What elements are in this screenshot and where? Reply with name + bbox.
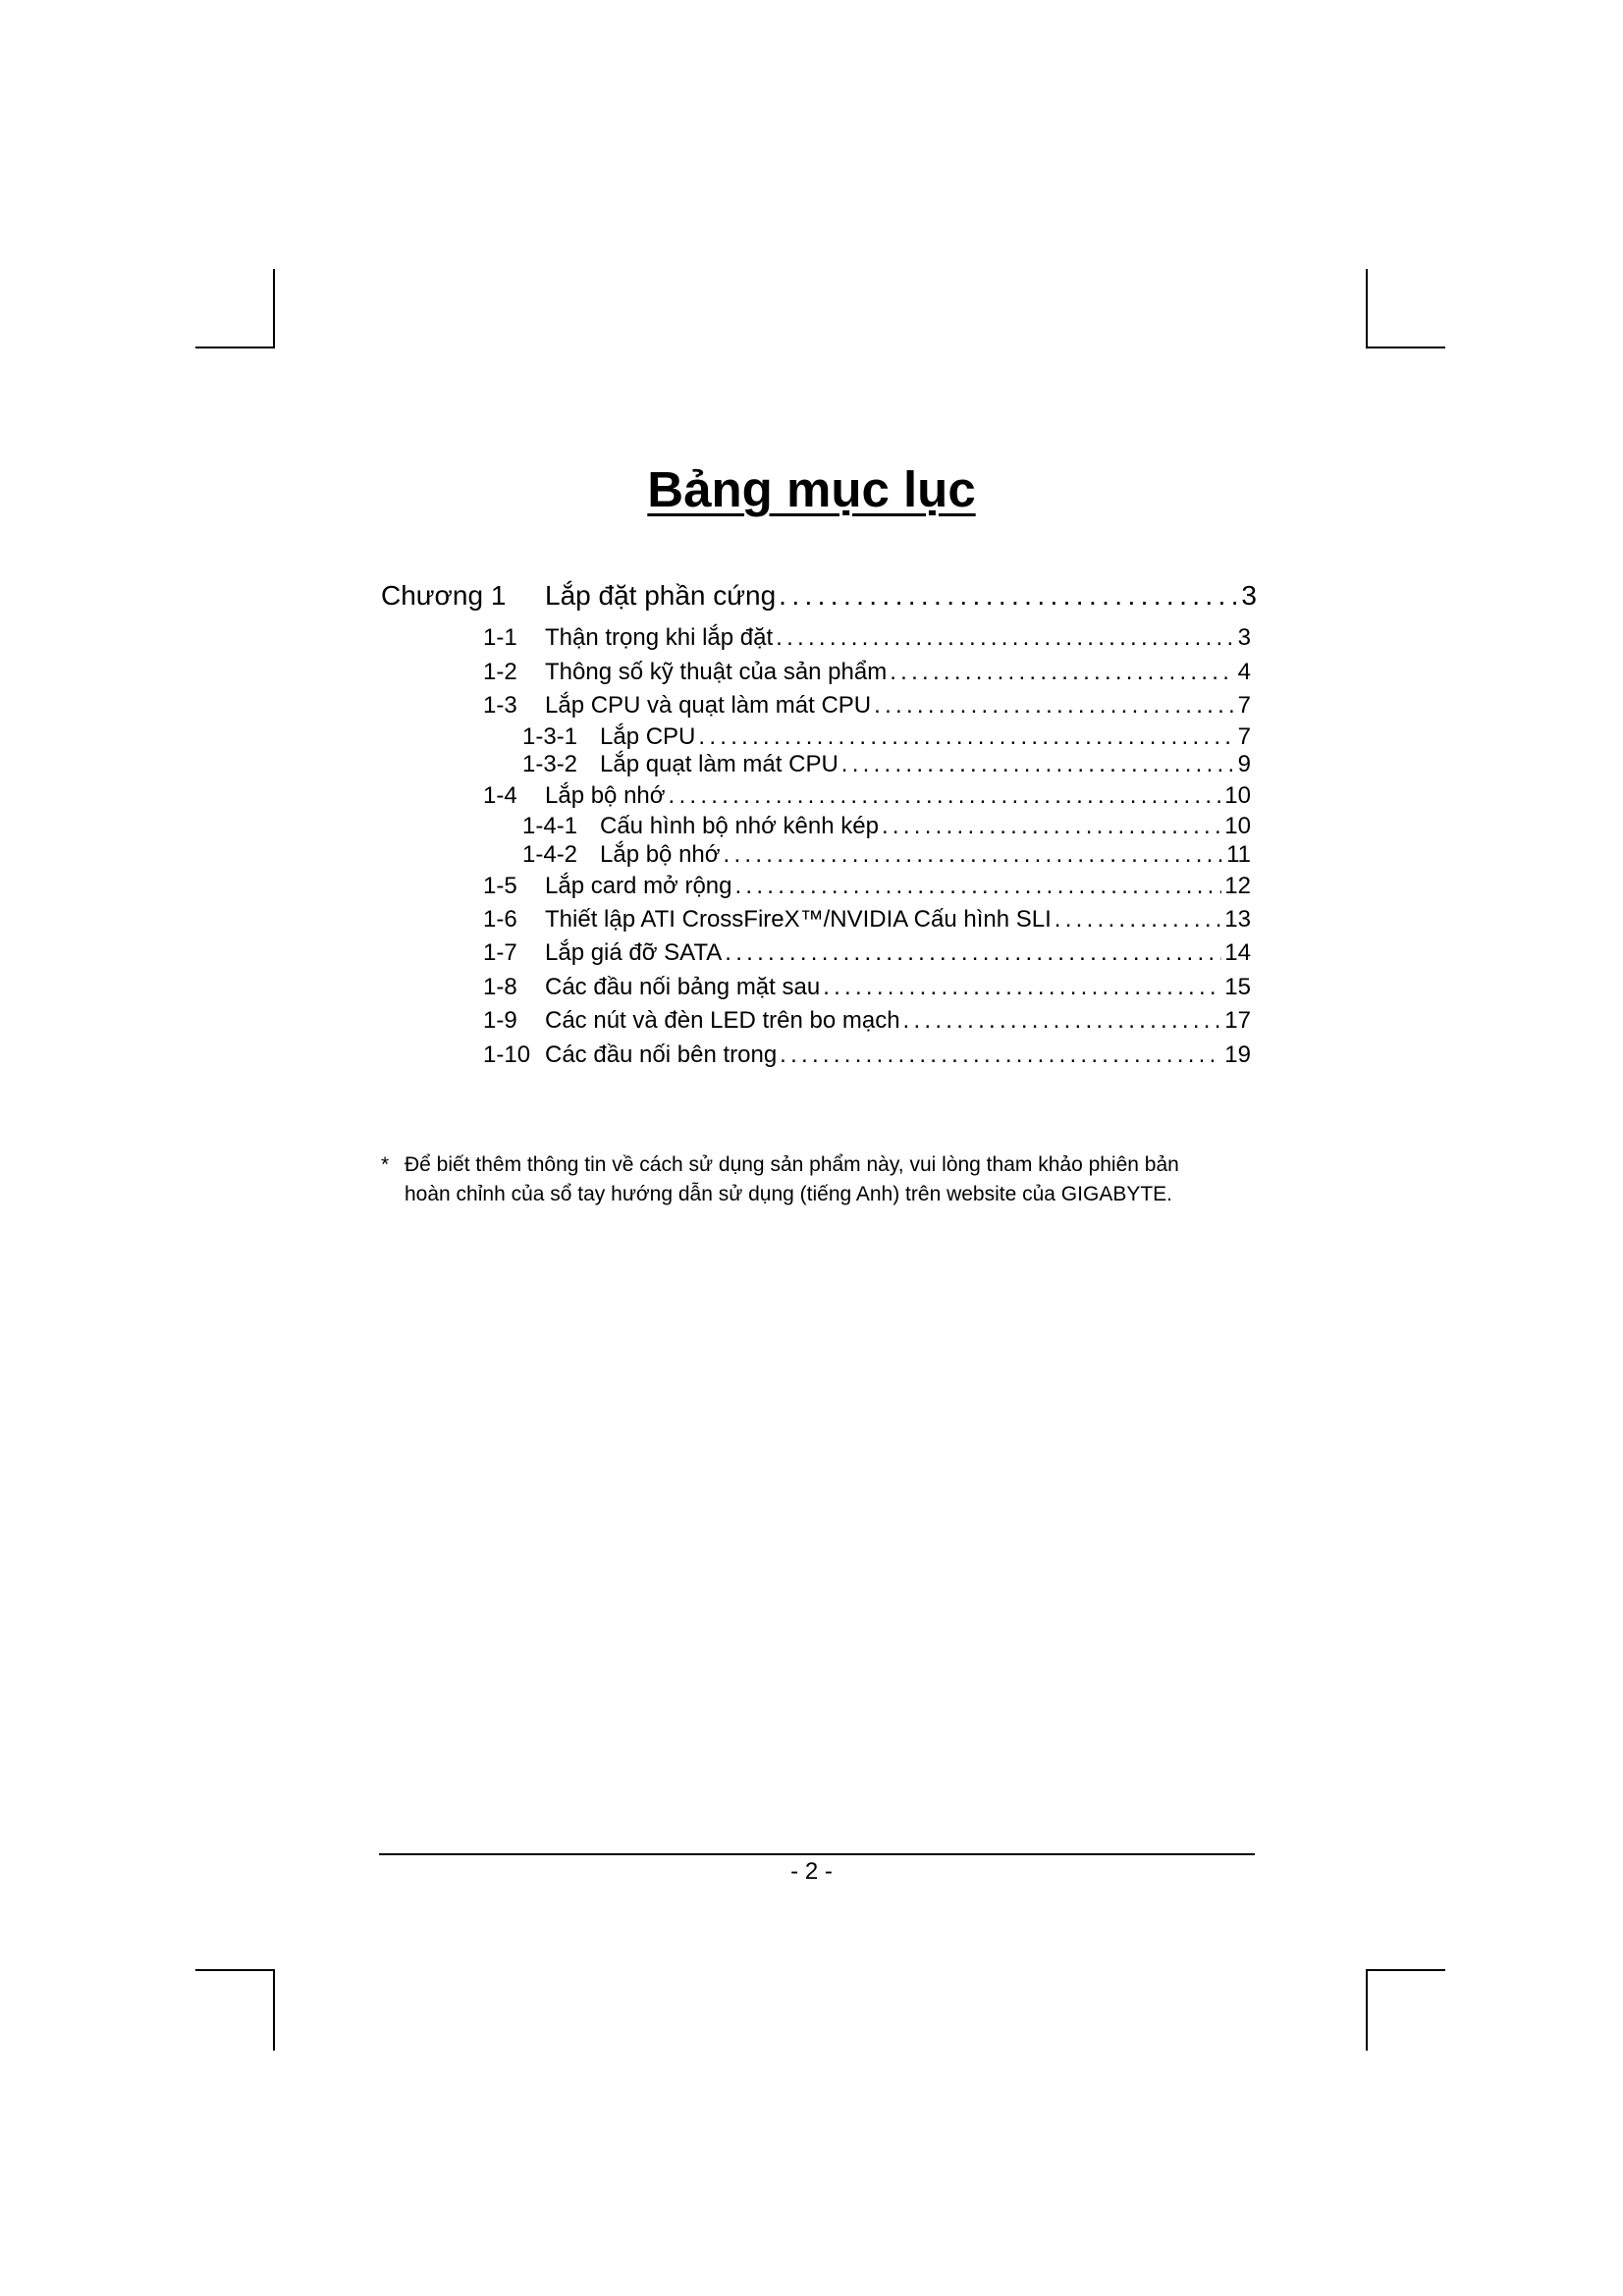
toc-entry-1-3[interactable]: [483, 692, 1251, 721]
toc-entry-page: 11: [1226, 841, 1251, 868]
toc-entry-page: 14: [1224, 939, 1251, 966]
toc-dot-leader: [903, 1007, 1222, 1036]
toc-entry-label: Các đầu nối bên trong: [545, 1041, 778, 1068]
toc-dot-leader: [823, 974, 1221, 1002]
toc-entry-number: 1-1: [483, 624, 517, 651]
toc-dot-leader: [841, 751, 1235, 779]
toc-entry-label: Cấu hình bộ nhớ kênh kép: [600, 813, 879, 839]
crop-mark-bottom-right-horizontal: [1366, 1969, 1445, 1971]
toc-entry-label: Thông số kỹ thuật của sản phẩm: [545, 659, 888, 685]
crop-mark-bottom-left-horizontal: [195, 1969, 275, 1971]
toc-entry-page: 19: [1224, 1041, 1251, 1068]
toc-entry-number: 1-2: [483, 659, 517, 685]
toc-entry-1-7[interactable]: [483, 939, 1251, 968]
toc-entry-number: 1-4-2: [522, 841, 578, 868]
toc-entry-number: 1-3-1: [522, 723, 578, 750]
toc-entry-label: Lắp giá đỡ SATA: [545, 939, 723, 966]
toc-entry-page: 17: [1224, 1007, 1251, 1034]
toc-entry-chapter-1[interactable]: [381, 579, 1257, 613]
toc-entry-1-2[interactable]: [483, 659, 1251, 687]
toc-entry-1-4[interactable]: [483, 782, 1251, 811]
toc-dot-leader: [724, 841, 1224, 870]
crop-mark-top-right-vertical: [1366, 269, 1368, 347]
toc-entry-page: 10: [1224, 813, 1251, 839]
toc-entry-label: Lắp quạt làm mát CPU: [600, 751, 839, 777]
toc-entry-page: 7: [1237, 692, 1251, 719]
footnote-line-2: hoàn chỉnh của sổ tay hướng dẫn sử dụng (tiếng Anh) trên website của GIGABYTE.: [405, 1183, 1173, 1205]
toc-entry-label: Thiết lập ATI CrossFireX™/NVIDIA Cấu hình SLI: [545, 906, 1052, 933]
crop-mark-top-right-horizontal: [1366, 347, 1445, 348]
toc-entry-page: 10: [1224, 782, 1251, 809]
toc-entry-1-4-1[interactable]: [522, 813, 1251, 841]
toc-entry-label: Lắp CPU: [600, 723, 696, 750]
toc-dot-leader: [780, 1041, 1221, 1070]
toc-entry-number: 1-6: [483, 906, 517, 933]
toc-entry-label: Thận trọng khi lắp đặt: [545, 624, 774, 651]
toc-dot-leader: [776, 624, 1234, 653]
toc-entry-1-3-1[interactable]: [522, 723, 1251, 752]
page-title: Bảng mục lục: [647, 461, 976, 517]
toc-entry-number: 1-4-1: [522, 813, 578, 839]
toc-entry-1-6[interactable]: [483, 906, 1251, 934]
crop-mark-top-left-horizontal: [195, 347, 275, 348]
toc-entry-1-9[interactable]: [483, 1007, 1251, 1036]
toc-entry-number: 1-10: [483, 1041, 531, 1068]
toc-entry-page: 9: [1237, 751, 1251, 777]
toc-entry-page: 3: [1237, 624, 1251, 651]
crop-mark-top-left-vertical: [273, 269, 275, 347]
toc-entry-label: Lắp bộ nhớ: [600, 841, 721, 868]
toc-entry-1-3-2[interactable]: [522, 751, 1251, 779]
toc-entry-page: 3: [1241, 580, 1257, 611]
toc-entry-number: 1-4: [483, 782, 517, 809]
crop-mark-bottom-left-vertical: [273, 1969, 275, 2051]
toc-dot-leader: [874, 692, 1235, 721]
toc-dot-leader: [669, 782, 1222, 811]
toc-entry-label: Lắp đặt phần cứng: [545, 580, 777, 611]
toc-entry-page: 13: [1224, 906, 1251, 933]
toc-entry-label: Các đầu nối bảng mặt sau: [545, 974, 821, 1000]
toc-entry-label: Lắp CPU và quạt làm mát CPU: [545, 692, 872, 719]
toc-entry-label: Lắp card mở rộng: [545, 873, 732, 899]
toc-entry-number: 1-3: [483, 692, 517, 719]
toc-entry-label: Các nút và đèn LED trên bo mạch: [545, 1007, 900, 1034]
toc-entry-1-1[interactable]: [483, 624, 1251, 653]
toc-entry-page: 12: [1224, 873, 1251, 899]
toc-entry-label: Lắp bộ nhớ: [545, 782, 666, 809]
toc-entry-page: 15: [1224, 974, 1251, 1000]
footnote: [381, 1150, 1265, 1209]
toc-dot-leader: [882, 813, 1221, 841]
toc-entry-number: 1-8: [483, 974, 517, 1000]
toc-entry-number: 1-7: [483, 939, 517, 966]
toc-entry-page: 4: [1237, 659, 1251, 685]
toc-entry-page: 7: [1237, 723, 1251, 750]
crop-mark-bottom-right-vertical: [1366, 1969, 1368, 2051]
page-number: - 2 -: [790, 1858, 833, 1885]
footer-divider: [379, 1853, 1255, 1855]
toc-entry-1-4-2[interactable]: [522, 841, 1251, 870]
toc-dot-leader: [725, 939, 1221, 968]
toc-entry-1-8[interactable]: [483, 974, 1251, 1002]
toc-entry-1-5[interactable]: [483, 873, 1251, 901]
toc-entry-number: Chương 1: [381, 580, 507, 611]
toc-dot-leader: [1055, 906, 1222, 934]
toc-dot-leader: [890, 659, 1234, 687]
toc-entry-1-10[interactable]: [483, 1041, 1251, 1070]
toc-dot-leader: [735, 873, 1222, 901]
toc-entry-number: 1-5: [483, 873, 517, 899]
toc-dot-leader: [698, 723, 1234, 752]
toc-dot-leader: [779, 579, 1238, 613]
toc-entry-number: 1-9: [483, 1007, 517, 1034]
footnote-marker: *: [381, 1153, 390, 1176]
toc-entry-number: 1-3-2: [522, 751, 578, 777]
footnote-line-1: Để biết thêm thông tin về cách sử dụng sản phẩm này, vui lòng tham khảo phiên bản: [405, 1153, 1179, 1176]
